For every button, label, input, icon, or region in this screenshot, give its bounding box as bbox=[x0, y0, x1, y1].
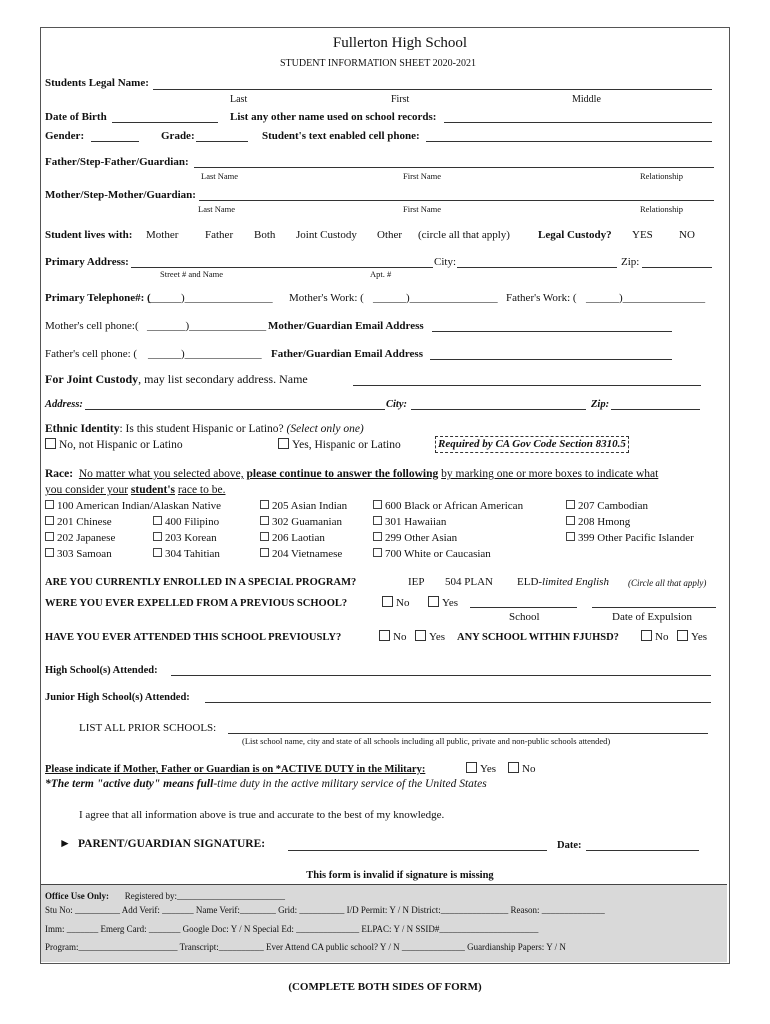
dob-label: Date of Birth bbox=[45, 111, 107, 123]
caption-first: First bbox=[391, 94, 410, 105]
race-option-399[interactable]: 399 Other Pacific Islander bbox=[566, 532, 694, 545]
caption-middle: Middle bbox=[572, 94, 601, 105]
race-option-203[interactable]: 203 Korean bbox=[153, 532, 217, 545]
father-caption-last: Last Name bbox=[201, 171, 239, 181]
apt-note: Apt. # bbox=[370, 269, 392, 279]
race-option-301[interactable]: 301 Hawaiian bbox=[373, 516, 446, 529]
office-row-2: Stu No: __________ Add Verif: _______ Name Verif:________ Grid: __________ I/D Permit: Y / N District:_______________ Reason: ______________ bbox=[45, 905, 605, 915]
expelled-school-caption: School bbox=[509, 611, 540, 623]
race-option-207[interactable]: 207 Cambodian bbox=[566, 500, 648, 513]
ethnicity-yes-option[interactable]: Yes, Hispanic or Latino bbox=[278, 438, 401, 452]
joint-address-label: Address: bbox=[45, 399, 83, 410]
race-option-204[interactable]: 204 Vietnamese bbox=[260, 548, 342, 561]
program-iep[interactable]: IEP bbox=[408, 576, 425, 588]
date-label: Date: bbox=[557, 840, 582, 851]
program-504[interactable]: 504 PLAN bbox=[445, 576, 493, 588]
fathers-cell-input[interactable]: ______)______________ bbox=[148, 348, 262, 360]
signature-input[interactable] bbox=[288, 850, 547, 851]
race-option-206[interactable]: 206 Laotian bbox=[260, 532, 325, 545]
expelled-question: WERE YOU EVER EXPELLED FROM A PREVIOUS SCHOOL? bbox=[45, 598, 348, 609]
legal-name-input[interactable] bbox=[153, 89, 712, 90]
form-title: STUDENT INFORMATION SHEET 2020-2021 bbox=[279, 58, 477, 69]
primary-phone-input[interactable]: ______)________________ bbox=[148, 292, 273, 304]
race-option-302[interactable]: 302 Guamanian bbox=[260, 516, 342, 529]
race-intro-line2: you consider your student's race to be. bbox=[45, 484, 226, 496]
school-name: Fullerton High School bbox=[332, 35, 468, 51]
race-intro-line1: Race: No matter what you selected above, please continue to answer the following by marking one or more boxes to indicate what bbox=[45, 468, 659, 480]
expelled-no[interactable]: No bbox=[382, 596, 409, 610]
office-use-box bbox=[41, 884, 727, 962]
legal-custody-no[interactable]: NO bbox=[679, 229, 695, 241]
active-duty-definition: *The term "active duty" means full-time duty in the active military service of the United States bbox=[45, 778, 487, 790]
legal-custody-yes[interactable]: YES bbox=[632, 229, 653, 241]
military-question: Please indicate if Mother, Father or Guardian is on *ACTIVE DUTY in the Military: bbox=[45, 764, 426, 775]
attended-no[interactable]: No bbox=[379, 630, 406, 644]
joint-city-input[interactable] bbox=[411, 409, 586, 410]
military-yes[interactable]: Yes bbox=[466, 762, 496, 776]
junior-high-label: Junior High School(s) Attended: bbox=[45, 692, 190, 703]
expulsion-date-input[interactable] bbox=[592, 607, 716, 608]
office-row-1: Office Use Only: Registered by:________________________ bbox=[45, 891, 285, 901]
ethnicity-no-option[interactable]: No, not Hispanic or Latino bbox=[45, 438, 183, 452]
mothers-work-label: Mother's Work: ( bbox=[289, 292, 364, 304]
race-option-700[interactable]: 700 White or Caucasian bbox=[373, 548, 491, 561]
mother-label: Mother/Step-Mother/Guardian: bbox=[45, 189, 196, 201]
fathers-work-input[interactable]: ______)_______________ bbox=[586, 292, 706, 304]
attended-yes[interactable]: Yes bbox=[415, 630, 445, 644]
joint-zip-label: Zip: bbox=[591, 399, 610, 410]
race-option-600[interactable]: 600 Black or African American bbox=[373, 500, 523, 513]
lives-with-mother[interactable]: Mother bbox=[146, 229, 179, 241]
grade-label: Grade: bbox=[161, 130, 195, 142]
agreement-text: I agree that all information above is true and accurate to the best of my knowledge. bbox=[79, 809, 445, 821]
city-label: City: bbox=[434, 256, 457, 268]
required-note: Required by CA Gov Code Section 8310.5 bbox=[435, 436, 629, 453]
office-row-3: Imm: _______ Emerg Card: _______ Google Doc: Y / N Special Ed: ______________ ELPAC: Y / N SSID#______________________ bbox=[45, 924, 539, 934]
program-circle-note: (Circle all that apply) bbox=[628, 578, 707, 588]
program-eld[interactable]: ELD-limited English bbox=[517, 576, 609, 588]
high-school-label: High School(s) Attended: bbox=[45, 665, 158, 676]
father-caption-relationship: Relationship bbox=[640, 171, 683, 181]
race-option-400[interactable]: 400 Filipino bbox=[153, 516, 219, 529]
primary-address-input[interactable] bbox=[131, 267, 433, 268]
circle-note: (circle all that apply) bbox=[418, 229, 510, 241]
lives-with-other[interactable]: Other bbox=[377, 229, 403, 241]
street-note: Street # and Name bbox=[160, 269, 224, 279]
race-option-299[interactable]: 299 Other Asian bbox=[373, 532, 457, 545]
dob-input[interactable] bbox=[112, 122, 218, 123]
city-input[interactable] bbox=[457, 267, 617, 268]
prior-schools-note: (List school name, city and state of all schools including all public, private and non-public schools attended) bbox=[242, 736, 611, 746]
father-caption-first: First Name bbox=[403, 171, 442, 181]
office-row-4: Program:______________________ Transcript:__________ Ever Attend CA public school? Y / N ______________ Guardianship Papers: Y / N bbox=[45, 942, 566, 952]
attended-question: HAVE YOU EVER ATTENDED THIS SCHOOL PREVIOUSLY? bbox=[45, 632, 342, 643]
race-option-205[interactable]: 205 Asian Indian bbox=[260, 500, 347, 513]
legal-name-label: Students Legal Name: bbox=[45, 77, 149, 89]
ethnicity-yes-checkbox[interactable] bbox=[278, 438, 289, 449]
joint-custody-line: For Joint Custody, may list secondary address. Name bbox=[45, 372, 308, 386]
race-option-201[interactable]: 201 Chinese bbox=[45, 516, 112, 529]
legal-custody-label: Legal Custody? bbox=[538, 229, 612, 241]
arrow-icon: ► bbox=[59, 836, 71, 850]
mother-input[interactable] bbox=[199, 200, 714, 201]
mother-caption-relationship: Relationship bbox=[640, 204, 683, 214]
student-cell-input[interactable] bbox=[426, 141, 712, 142]
father-email-input[interactable] bbox=[430, 359, 672, 360]
grade-input[interactable] bbox=[196, 141, 248, 142]
zip-label: Zip: bbox=[621, 256, 640, 268]
caption-last: Last bbox=[230, 94, 248, 105]
expelled-school-input[interactable] bbox=[470, 607, 577, 608]
special-program-question: ARE YOU CURRENTLY ENROLLED IN A SPECIAL PROGRAM? bbox=[45, 577, 357, 588]
mother-email-label: Mother/Guardian Email Address bbox=[268, 320, 424, 332]
primary-address-label: Primary Address: bbox=[45, 256, 129, 268]
joint-name-input[interactable] bbox=[353, 385, 701, 386]
mothers-cell-label: Mother's cell phone:( bbox=[45, 320, 139, 332]
cell-label: Student's text enabled cell phone: bbox=[262, 130, 420, 142]
ethnicity-question: Ethnic Identity: Is this student Hispanic or Latino? (Select only one) bbox=[45, 423, 364, 435]
race-option-303[interactable]: 303 Samoan bbox=[45, 548, 112, 561]
expulsion-date-caption: Date of Expulsion bbox=[612, 611, 693, 623]
fathers-work-label: Father's Work: ( bbox=[506, 292, 577, 304]
race-option-202[interactable]: 202 Japanese bbox=[45, 532, 115, 545]
mother-caption-first: First Name bbox=[403, 204, 442, 214]
other-name-label: List any other name used on school records: bbox=[230, 111, 437, 123]
joint-address-input[interactable] bbox=[85, 409, 385, 410]
joint-zip-input[interactable] bbox=[611, 409, 700, 410]
signature-label: PARENT/GUARDIAN SIGNATURE: bbox=[78, 838, 266, 850]
prior-schools-input[interactable] bbox=[228, 733, 708, 734]
primary-phone-label: Primary Telephone#: ( bbox=[45, 292, 151, 304]
joint-city-label: City: bbox=[386, 399, 407, 410]
lives-with-label: Student lives with: bbox=[45, 229, 133, 241]
gender-label: Gender: bbox=[45, 130, 85, 142]
race-option-100[interactable]: 100 American Indian/Alaskan Native bbox=[45, 500, 221, 513]
any-school-no[interactable]: No bbox=[641, 630, 668, 644]
lives-with-both[interactable]: Both bbox=[254, 229, 276, 241]
any-school-yes[interactable]: Yes bbox=[677, 630, 707, 644]
signature-date-input[interactable] bbox=[586, 850, 699, 851]
race-option-304[interactable]: 304 Tahitian bbox=[153, 548, 220, 561]
gender-input[interactable] bbox=[91, 141, 139, 142]
fathers-cell-label: Father's cell phone: ( bbox=[45, 348, 138, 360]
mother-caption-last: Last Name bbox=[198, 204, 236, 214]
father-label: Father/Step-Father/Guardian: bbox=[45, 156, 189, 168]
other-name-input[interactable] bbox=[444, 122, 712, 123]
expelled-yes[interactable]: Yes bbox=[428, 596, 458, 610]
invalid-note: This form is invalid if signature is missing bbox=[306, 870, 494, 881]
military-no[interactable]: No bbox=[508, 762, 535, 776]
zip-input[interactable] bbox=[642, 267, 712, 268]
father-input[interactable] bbox=[194, 167, 714, 168]
ethnicity-no-checkbox[interactable] bbox=[45, 438, 56, 449]
footer-note: (COMPLETE BOTH SIDES OF FORM) bbox=[288, 981, 482, 993]
father-email-label: Father/Guardian Email Address bbox=[271, 348, 423, 360]
lives-with-joint[interactable]: Joint Custody bbox=[296, 229, 357, 241]
race-option-208[interactable]: 208 Hmong bbox=[566, 516, 630, 529]
mother-email-input[interactable] bbox=[432, 331, 672, 332]
lives-with-father[interactable]: Father bbox=[205, 229, 234, 241]
any-school-question: ANY SCHOOL WITHIN FJUHSD? bbox=[457, 632, 619, 643]
prior-schools-label: LIST ALL PRIOR SCHOOLS: bbox=[79, 722, 217, 734]
mothers-work-input[interactable]: ______)________________ bbox=[373, 292, 498, 304]
mothers-cell-input[interactable]: _______)______________ bbox=[147, 320, 267, 332]
junior-high-input[interactable] bbox=[205, 702, 711, 703]
high-school-input[interactable] bbox=[171, 675, 711, 676]
